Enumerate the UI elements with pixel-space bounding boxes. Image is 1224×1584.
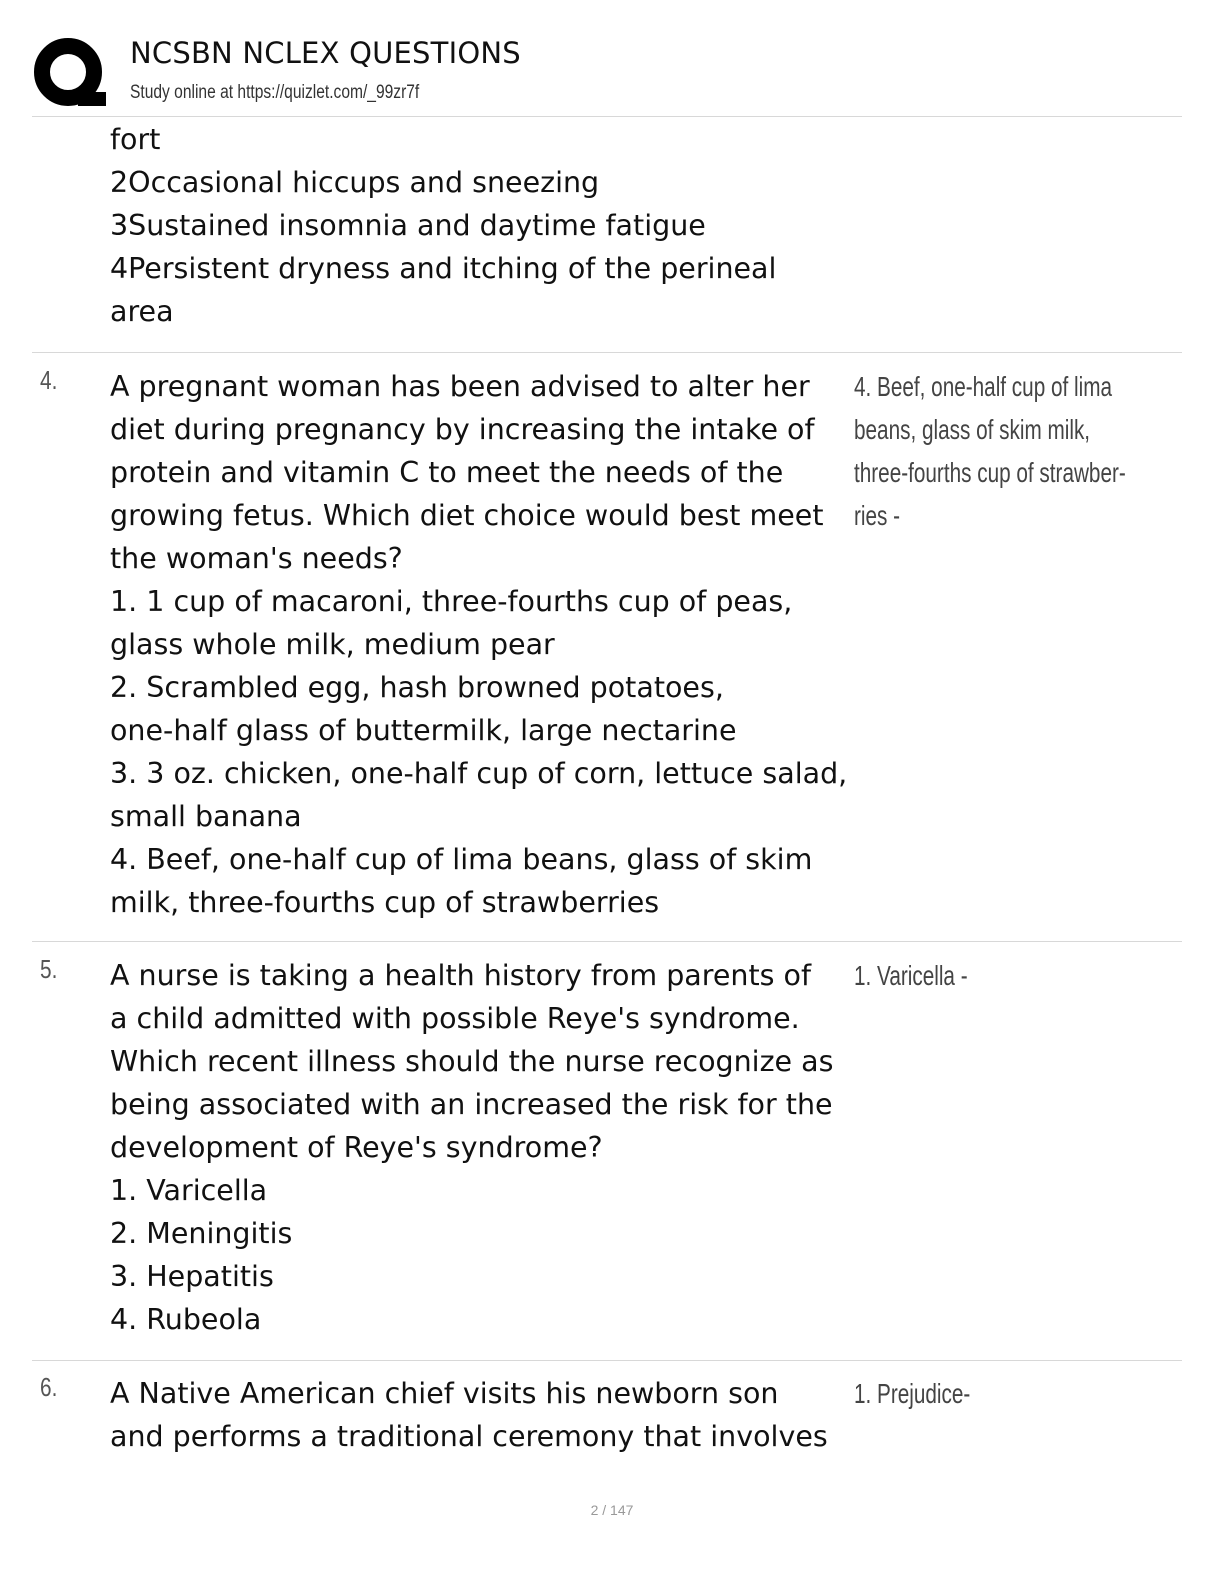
- divider: [32, 941, 1182, 942]
- question-line: A Native American chief visits his newborn son: [110, 1377, 779, 1410]
- question-line: development of Reye's syndrome?: [110, 1131, 603, 1164]
- answer-text: [854, 1372, 1194, 1415]
- card-number: 4.: [40, 365, 58, 395]
- question-line: 1. Varicella: [110, 1174, 268, 1207]
- question-line: the woman's needs?: [110, 542, 403, 575]
- question-line: A pregnant woman has been advised to alter her: [110, 370, 810, 403]
- question-text: [110, 1372, 855, 1458]
- document-title: NCSBN NCLEX QUESTIONS: [130, 36, 521, 70]
- question-line: protein and vitamin C to meet the needs of the: [110, 456, 784, 489]
- page-header: [32, 30, 1182, 118]
- answer-line: 1. Varicella -: [854, 960, 968, 991]
- question-line: milk, three-fourths cup of strawberries: [110, 886, 660, 919]
- divider: [32, 352, 1182, 353]
- page-number: 2 / 147: [590, 1502, 634, 1518]
- continuation-line: area: [110, 295, 174, 328]
- answer-line: 4. Beef, one-half cup of lima: [854, 371, 1113, 402]
- question-line: Which recent illness should the nurse recognize as: [110, 1045, 834, 1078]
- answer-text: [854, 365, 1194, 537]
- question-line: a child admitted with possible Reye's syndrome.: [110, 1002, 800, 1035]
- question-line: growing fetus. Which diet choice would best meet: [110, 499, 824, 532]
- question-line: being associated with an increased the risk for the: [110, 1088, 833, 1121]
- question-line: 2. Scrambled egg, hash browned potatoes,: [110, 671, 724, 704]
- answer-line: ries -: [854, 500, 901, 531]
- question-line: one-half glass of buttermilk, large nectarine: [110, 714, 737, 747]
- answer-line: three-fourths cup of strawber-: [854, 457, 1126, 488]
- question-line: and performs a traditional ceremony that involves: [110, 1420, 828, 1453]
- question-text: [110, 365, 855, 924]
- quizlet-logo: [32, 36, 108, 112]
- question-line: A nurse is taking a health history from parents of: [110, 959, 812, 992]
- card-number: 6.: [40, 1372, 58, 1402]
- continuation-text: [110, 118, 855, 333]
- question-line: 4. Beef, one-half cup of lima beans, glass of skim: [110, 843, 813, 876]
- question-line: small banana: [110, 800, 302, 833]
- answer-text: [854, 954, 1194, 997]
- continuation-line: 3Sustained insomnia and daytime fatigue: [110, 209, 706, 242]
- question-text: [110, 954, 855, 1341]
- question-line: 2. Meningitis: [110, 1217, 293, 1250]
- continuation-line: 4Persistent dryness and itching of the perineal: [110, 252, 777, 285]
- divider: [32, 116, 1182, 117]
- study-online-link[interactable]: Study online at https://quizlet.com/_99zr7f: [130, 82, 420, 103]
- continuation-line: fort: [110, 123, 161, 156]
- question-line: 3. Hepatitis: [110, 1260, 274, 1293]
- continuation-line: 2Occasional hiccups and sneezing: [110, 166, 600, 199]
- question-line: 4. Rubeola: [110, 1303, 262, 1336]
- answer-line: 1. Prejudice-: [854, 1378, 971, 1409]
- question-line: 3. 3 oz. chicken, one-half cup of corn, lettuce salad,: [110, 757, 848, 790]
- answer-line: beans, glass of skim milk,: [854, 414, 1091, 445]
- divider: [32, 1360, 1182, 1361]
- question-line: 1. 1 cup of macaroni, three-fourths cup of peas,: [110, 585, 793, 618]
- question-line: diet during pregnancy by increasing the intake of: [110, 413, 815, 446]
- card-number: 5.: [40, 954, 58, 984]
- question-line: glass whole milk, medium pear: [110, 628, 555, 661]
